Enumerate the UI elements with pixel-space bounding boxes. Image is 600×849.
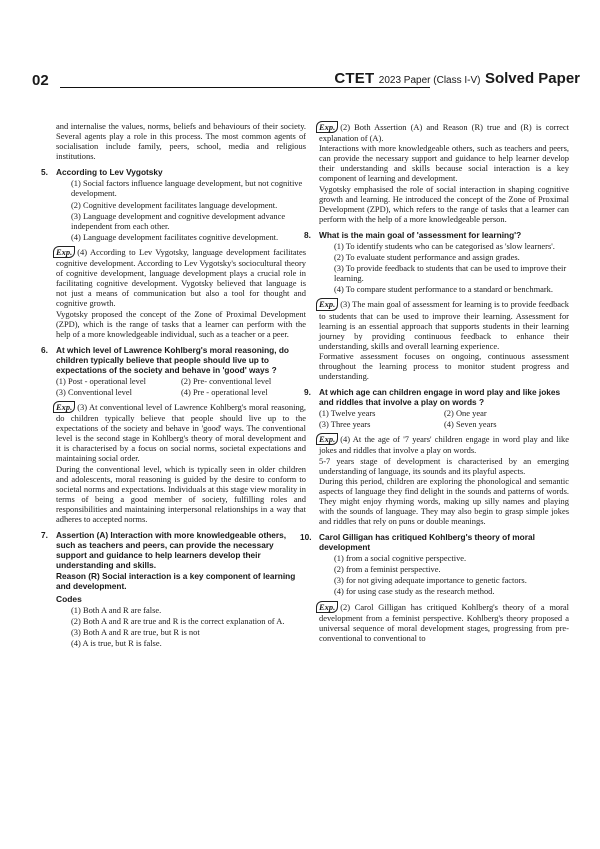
option: [56, 200, 306, 210]
option: [319, 284, 569, 294]
option: [56, 605, 306, 615]
option: [56, 178, 306, 198]
option: [319, 252, 569, 262]
option: [319, 553, 569, 563]
exp-label: Exp.: [316, 298, 338, 310]
explanation-text: (4) According to Lev Vygotsky, language development facilitates cognitive development. According to Lev Vygotsky's sociocultural theory of cognitive development, language development plays a crucial role in facilitating cognitive development. Vygotsky believed that language is not just a means of communication but also a tool for thought and cognitive growth.: [56, 246, 306, 309]
option-text: (3) for not giving adequate importance to genetic factors.: [334, 575, 527, 586]
exp-label: Exp.: [316, 601, 338, 613]
exp-label: Exp.: [316, 433, 338, 445]
explanation: [319, 298, 569, 381]
reason-text: Reason (R) Social interaction is a key component of learning and development.: [56, 571, 296, 592]
solved-paper-title: Solved Paper: [484, 70, 580, 87]
running-title: [334, 70, 580, 88]
question-number: 9.: [304, 387, 311, 398]
option-text: (3) Three years: [319, 419, 371, 430]
option-text: (2) from a feminist perspective.: [334, 564, 441, 575]
option-text: (2) Cognitive development facilitates language development.: [71, 199, 278, 210]
explanation-text: Formative assessment focuses on ongoing, continuous assessment throughout the learning process to monitor student progress and understanding.: [319, 350, 569, 382]
explanation-text: (2) Carol Gilligan has critiqued Kohlberg's theory of a moral development from a feminist perspective. Kohlberg's theory proposed a universal sequence of moral development stages, progressing from pre-conventional to conventional to: [319, 601, 569, 643]
question-number: 10.: [300, 532, 312, 543]
option: [56, 616, 306, 626]
option-text: (4) for using case study as the research method.: [334, 586, 495, 597]
option-text: (2) One year: [444, 408, 487, 419]
left-column: [41, 121, 306, 650]
question-number: 7.: [41, 530, 48, 541]
question-7: [41, 530, 306, 571]
option-text: (3) Conventional level: [56, 386, 132, 397]
option-text: (2) Both A and R are true and R is the correct explanation of A.: [71, 616, 285, 627]
exp-label: Exp.: [316, 121, 338, 133]
option-text: (1) Social factors influence language development, but not cognitive development.: [71, 178, 303, 199]
explanation-text: (3) The main goal of assessment for learning is to provide feedback to students that can be used to improve their learning. Assessment for learning is an essential approach that supports students in their learning journey by providing continuous feedback to enhance their understanding, skills and overall learning experience.: [319, 299, 569, 351]
intro-paragraph: and internalise the values, norms, beliefs and behaviours of their society. Several agents play a role in this process. The most common agents of socialisation include family, peers, school, media and religious institutions.: [56, 121, 306, 162]
question-text: What is the main goal of 'assessment for learning'?: [319, 229, 522, 240]
option-text: (4) Language development facilitates cognitive development.: [71, 231, 279, 242]
option-text: (1) Twelve years: [319, 408, 376, 419]
question-9: [304, 387, 569, 408]
question-number: 8.: [304, 229, 311, 240]
exp-label: Exp.: [53, 401, 75, 413]
brand-title: CTET: [334, 70, 375, 87]
explanation: [56, 246, 306, 339]
option: [319, 263, 569, 283]
option-text: (1) Post - operational level: [56, 375, 146, 386]
option-text: (1) To identify students who can be categorised as 'slow learners'.: [334, 240, 555, 251]
page-header: [30, 70, 580, 94]
option-text: (4) Pre - operational level: [181, 386, 268, 397]
option-text: (4) To compare student performance to a standard or benchmark.: [334, 284, 554, 295]
option-text: (3) To provide feedback to students that can be used to improve their learning.: [334, 263, 567, 284]
explanation: [319, 433, 569, 526]
explanation-text: During the conventional level, which is typically seen in older children and adolescents, moral reasoning is guided by the desire to conform to societal norms and expectations. Individuals at this stage view morality in terms of being a good member of society, fulfilling roles and responsibilities and maintaining interpersonal relationships in a way that adheres to accepted norms.: [56, 463, 306, 524]
option: [56, 638, 306, 648]
question-6: [41, 344, 306, 375]
codes-label: Codes: [56, 594, 82, 605]
explanation-text: Vygotsky emphasised the role of social interaction in shaping cognitive growth and learning. He introduced the concept of the Zone of Proximal Development (ZPD), which refers to the range of tasks that a learner can perform with the help of a more knowledgeable person.: [319, 183, 569, 224]
option-row: [56, 376, 306, 386]
option-row: [319, 419, 569, 429]
option: [56, 627, 306, 637]
option-text: (2) Pre- conventional level: [181, 375, 272, 386]
question-text: Carol Gilligan has critiqued Kohlberg's theory of moral development: [319, 532, 535, 553]
option: [319, 575, 569, 585]
explanation-text: 5-7 years stage of development is characterised by an emerging understanding of language, its sounds and its playful aspects.: [319, 455, 569, 476]
page-number: 02: [32, 72, 49, 89]
right-column: [300, 121, 569, 643]
question-number: 6.: [41, 344, 48, 355]
exp-label: Exp.: [53, 246, 75, 258]
option-text: (1) from a social cognitive perspective.: [334, 553, 467, 564]
option-text: (1) Both A and R are false.: [71, 605, 162, 616]
option: [319, 241, 569, 251]
option-text: (4) Seven years: [444, 419, 497, 430]
explanation-text: Vygotsky proposed the concept of the Zone of Proximal Development (ZPD), which is the range of tasks that a learner can perform with the help of a more knowledgeable individual, such as a teacher or a peer.: [56, 308, 306, 339]
question-10: [300, 532, 569, 553]
paper-subtitle: 2023 Paper (Class I-V): [378, 75, 481, 86]
question-text: At which level of Lawrence Kohlberg's moral reasoning, do children typically believe that people should live up to expectations of the society and behave in 'good' ways ?: [56, 344, 289, 375]
option: [319, 564, 569, 574]
explanation: [56, 401, 306, 524]
question-8: [304, 229, 569, 240]
option-text: (2) To evaluate student performance and assign grades.: [334, 252, 520, 263]
question-text: According to Lev Vygotsky: [56, 167, 163, 178]
question-text: At which age can children engage in word play and like jokes and riddles that involve a play on words ?: [319, 387, 561, 408]
option-text: (4) A is true, but R is false.: [71, 638, 162, 649]
explanation-text: (3) At conventional level of Lawrence Kohlberg's moral reasoning, do children typically believe that people should live up to the expectations of the society and behave in 'good' ways. The conventional level is the second stage in Kohlberg's theory of moral development and it is characterised by a focus on social norms, societal expectations and maintaining social order.: [56, 401, 306, 464]
question-5: [41, 167, 306, 178]
explanation: [319, 601, 569, 643]
explanation-text: (2) Both Assertion (A) and Reason (R) true and (R) is correct explanation of (A).: [319, 122, 569, 144]
option-text: (3) Language development and cognitive development advance independent from each other.: [71, 210, 286, 231]
option: [56, 232, 306, 242]
option: [319, 586, 569, 596]
option-row: [319, 408, 569, 418]
explanation-text: During this period, children are exploring the phonological and semantic aspects of language they find delight in the sounds and patterns of words. They might enjoy rhyming words, making up silly names and playing with the sounds of language. They may also begin to grasp simple jokes and riddles that rely on puns or double meanings.: [319, 475, 569, 527]
question-text: Assertion (A) Interaction with more knowledgeable others, such as teachers and peers, can provide the necessary support and guidance to help learners develop their understanding and skills.: [56, 530, 287, 571]
question-number: 5.: [41, 167, 48, 178]
explanation: [319, 121, 569, 224]
option-text: (3) Both A and R are true, but R is not: [71, 627, 200, 638]
option: [56, 211, 306, 231]
explanation-text: (4) At the age of '7 years' children engage in word play and like jokes and riddles that involve a play on words.: [319, 434, 569, 456]
option-row: [56, 387, 306, 397]
explanation-text: Interactions with more knowledgeable others, such as teachers and peers, can provide the necessary support and guidance to help learner develop their understanding and skills because social interaction is a key component of learning and development.: [319, 143, 569, 184]
